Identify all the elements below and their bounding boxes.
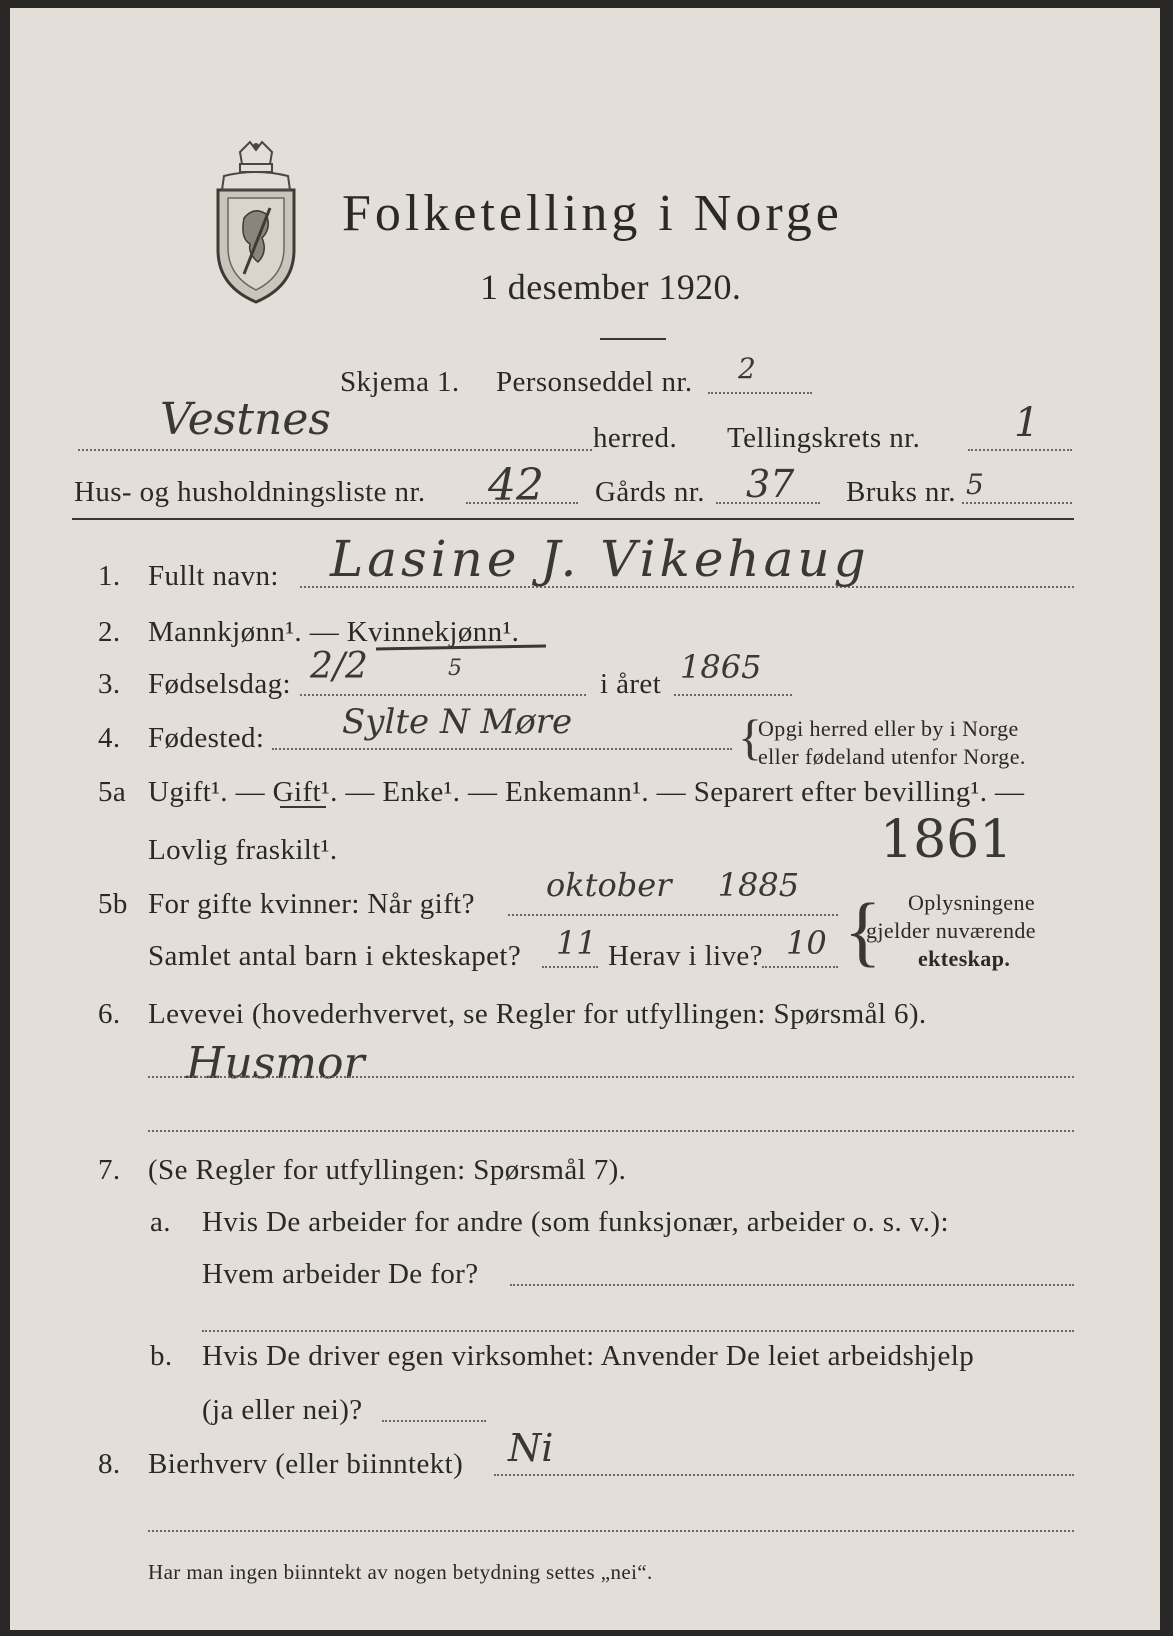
q5a-text: Ugift¹. — Gift¹. — Enke¹. — Enkemann¹. — Separert efter bevilling¹. — [148,776,1025,808]
q5b-children-line [542,966,598,968]
q1-number: 1. [98,560,121,592]
q8-value[interactable]: Ni [508,1426,554,1470]
q3-year-label: i året [600,668,662,700]
q5b-alive-line [762,966,838,968]
personseddel-value[interactable]: 2 [738,352,756,385]
page-title: Folketelling i Norge [342,185,843,242]
q5b-brace: { [844,887,882,974]
q7a-line-1 [510,1284,1074,1286]
coat-of-arms-icon [210,138,302,308]
q6-line-1 [148,1076,1074,1078]
q4-line [272,748,732,750]
q7b-text: Hvis De driver egen virksomhet: Anvender De leiet arbeidshjelp [202,1340,975,1372]
tellingskrets-value[interactable]: 1 [1014,400,1040,446]
q4-note-1: Opgi herred eller by i Norge [758,716,1019,741]
gards-label: Gårds nr. [595,476,705,508]
title-divider [600,338,666,340]
q5b-children-value[interactable]: 11 [556,924,597,962]
gards-value[interactable]: 37 [746,462,795,506]
q5b-value[interactable]: oktober 1885 [546,866,800,904]
census-form-page [10,8,1160,1630]
herred-line [78,449,592,451]
q3-year-value[interactable]: 1865 [680,648,762,686]
tellingskrets-label: Tellingskrets nr. [727,422,921,454]
personseddel-line [708,392,812,394]
q5a-gift-underline [280,806,326,808]
q3-year-line [674,694,792,696]
q7a-text-2: Hvem arbeider De for? [202,1258,479,1290]
q4-brace: { [738,709,762,765]
bruks-value[interactable]: 5 [966,468,984,501]
census-date: 1 desember 1920. [480,267,742,307]
bruks-label: Bruks nr. [846,476,956,508]
bruks-line [962,502,1072,504]
personseddel-label: Personseddel nr. [496,366,693,398]
q4-number: 4. [98,722,121,754]
q6-line-2 [148,1130,1074,1132]
q7a-line-2 [202,1330,1074,1332]
q5b-number: 5b [98,888,128,920]
q5a-number: 5a [98,776,127,808]
q3-value-extra: 5 [448,656,462,681]
q5b-note-1: Oplysningene [908,890,1036,915]
q8-line [494,1474,1074,1476]
q4-value[interactable]: Sylte N Møre [342,702,573,742]
hus-label: Hus- og husholdningsliste nr. [74,476,426,508]
q2-number: 2. [98,616,121,648]
q4-note-2: eller fødeland utenfor Norge. [758,744,1026,769]
header-divider [72,518,1074,520]
q8-number: 8. [98,1448,121,1480]
q8-label: Bierhverv (eller biinntekt) [148,1448,464,1480]
q3-line [300,694,586,696]
q3-value[interactable]: 2/2 [310,646,368,687]
tellingskrets-line [968,449,1072,451]
q5b-line [508,914,838,916]
q5b-alive-label: Herav i live? [608,940,763,972]
q5a-margin-note: 1861 [880,810,1013,870]
q2-text: Mannkjønn¹. — Kvinnekjønn¹. [148,616,520,648]
q1-label: Fullt navn: [148,560,279,592]
q7b-letter: b. [150,1340,173,1372]
q5b-note-2: gjelder nuværende [866,918,1036,943]
footnote: Har man ingen biinntekt av nogen betydning settes „nei“. [148,1560,653,1584]
q7b-line [382,1420,486,1422]
q4-label: Fødested: [148,722,265,754]
q7-number: 7. [98,1154,121,1186]
skjema-label: Skjema 1. [340,366,460,398]
q5b-note-3: ekteskap. [918,946,1011,971]
q1-value[interactable]: Lasine J. Vikehaug [330,530,870,588]
hus-value[interactable]: 42 [488,460,544,511]
herred-label: herred. [593,422,678,454]
q6-number: 6. [98,998,121,1030]
q3-label: Fødselsdag: [148,668,291,700]
q5a-text-2: Lovlig fraskilt¹. [148,834,338,866]
q5b-children-label: Samlet antal barn i ekteskapet? [148,940,522,972]
q6-label: Levevei (hovederhvervet, se Regler for utfyllingen: Spørsmål 6). [148,998,927,1030]
q7b-text-2: (ja eller nei)? [202,1394,363,1426]
q8-line-2 [148,1530,1074,1532]
herred-value[interactable]: Vestnes [160,394,331,445]
q3-number: 3. [98,668,121,700]
q7a-letter: a. [150,1206,171,1238]
q5b-alive-value[interactable]: 10 [786,924,827,962]
q6-value[interactable]: Husmor [186,1038,365,1089]
q5b-label: For gifte kvinner: Når gift? [148,888,475,920]
q7-label: (Se Regler for utfyllingen: Spørsmål 7). [148,1154,627,1186]
q7a-text: Hvis De arbeider for andre (som funksjonær, arbeider o. s. v.): [202,1206,949,1238]
